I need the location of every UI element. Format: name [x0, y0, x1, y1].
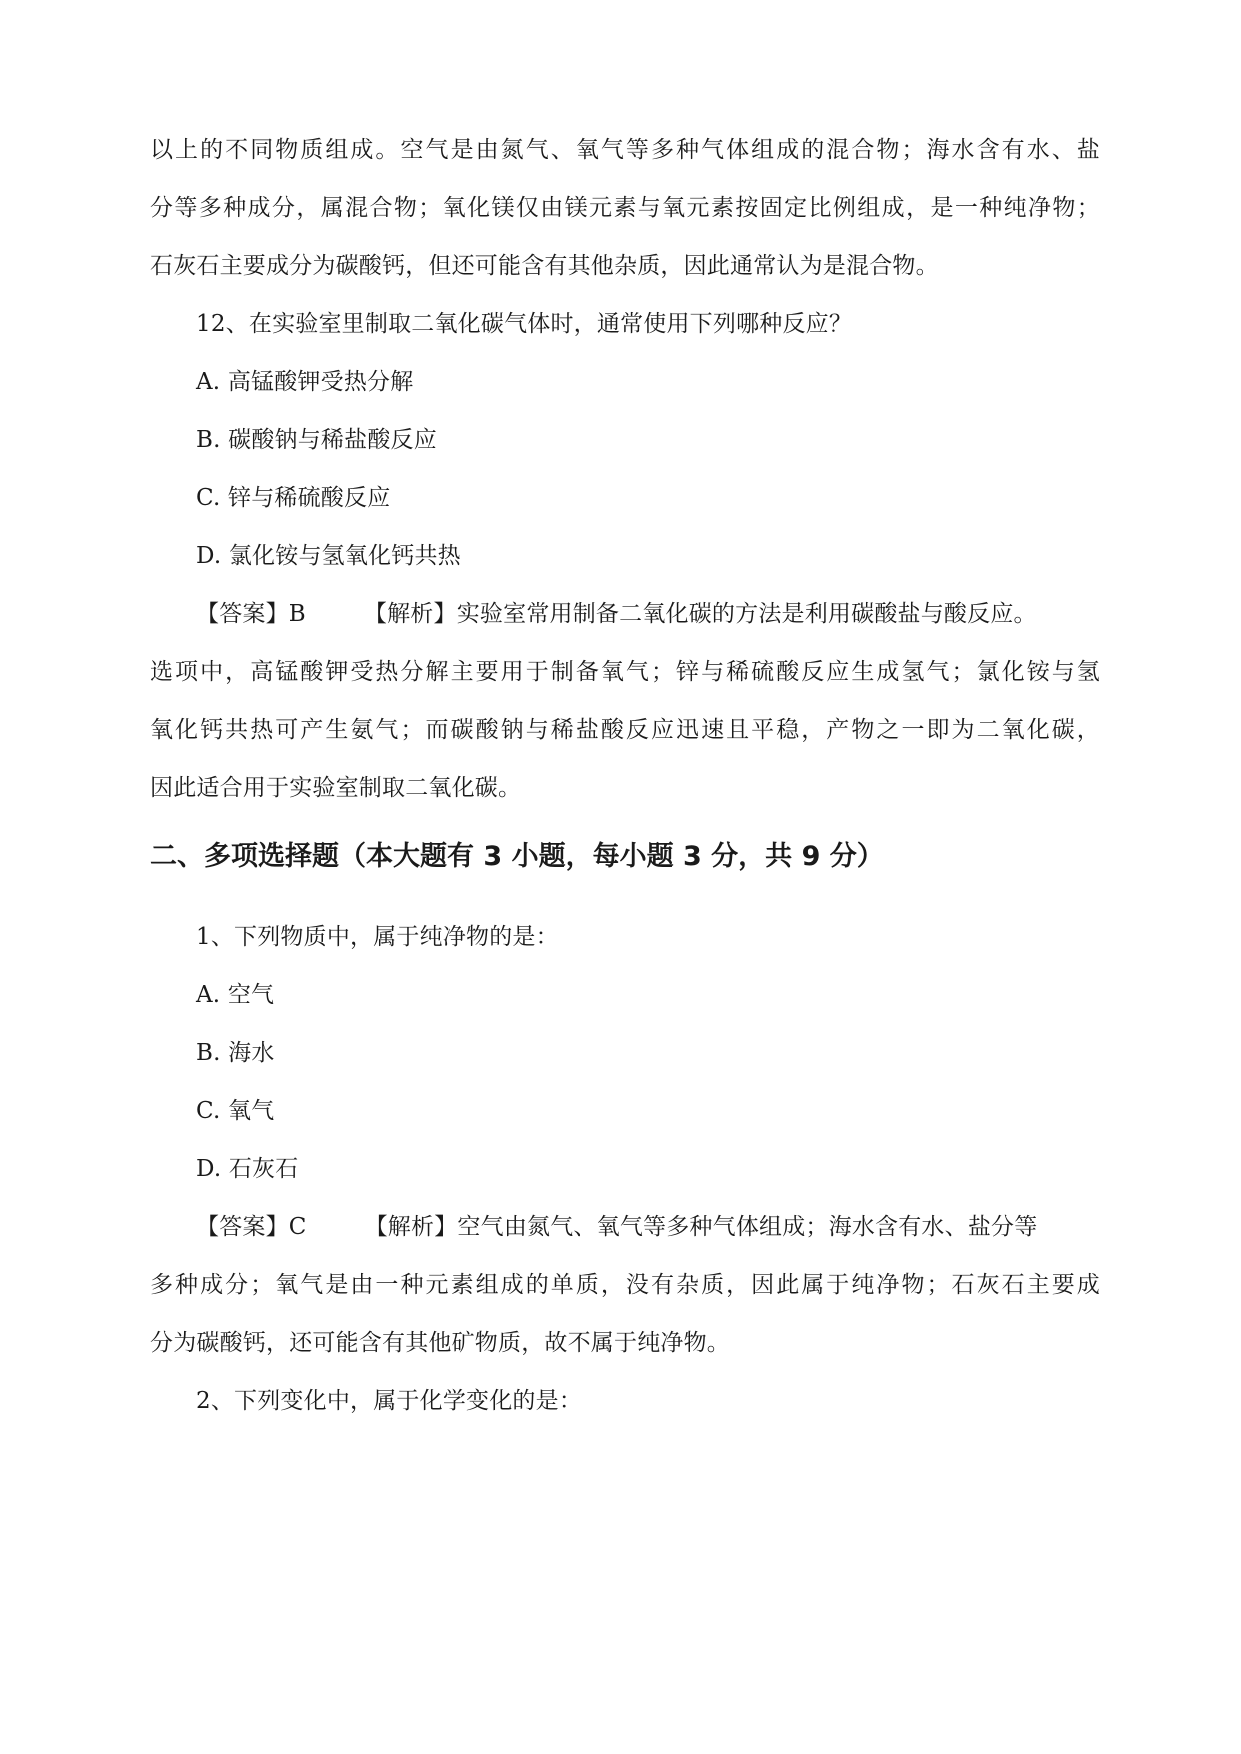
answer-line [196, 599, 1146, 629]
analysis-line: 氧化钙共热可产生氨气；而碳酸钠与稀盐酸反应迅速且平稳，产物之一即为二氧化碳， [150, 717, 1100, 743]
analysis-line: 分为碳酸钙，还可能含有其他矿物质，故不属于纯净物。 [150, 1330, 730, 1356]
option-a: A. 高锰酸钾受热分解 [196, 369, 414, 395]
paragraph-line: 以上的不同物质组成。空气是由氮气、氧气等多种气体组成的混合物；海水含有水、盐 [150, 137, 1100, 163]
question-1: 1、下列物质中，属于纯净物的是： [196, 924, 559, 950]
answer-tag: 【答案】C [196, 1214, 307, 1240]
option-d: D. 氯化铵与氢氧化钙共热 [196, 543, 461, 569]
section-heading: 二、多项选择题（本大题有 3 小题，每小题 3 分，共 9 分） [150, 841, 884, 872]
analysis-text: 空气由氮气、氧气等多种气体组成；海水含有水、盐分等 [457, 1214, 1038, 1240]
paragraph-line: 分等多种成分，属混合物；氧化镁仅由镁元素与氧元素按固定比例组成，是一种纯净物； [150, 195, 1100, 221]
answer-tag: 【答案】B [196, 601, 306, 627]
analysis-tag: 【解析】 [364, 1214, 458, 1240]
analysis-text: 实验室常用制备二氧化碳的方法是利用碳酸盐与酸反应。 [456, 601, 1037, 627]
option-a: A. 空气 [196, 982, 275, 1008]
option-d: D. 石灰石 [196, 1156, 299, 1182]
question-2: 2、下列变化中，属于化学变化的是： [196, 1388, 583, 1414]
option-c: C. 氧气 [196, 1098, 275, 1124]
option-b: B. 碳酸钠与稀盐酸反应 [196, 427, 437, 453]
option-c: C. 锌与稀硫酸反应 [196, 485, 391, 511]
analysis-tag: 【解析】 [363, 601, 457, 627]
question-12: 12、在实验室里制取二氧化碳气体时，通常使用下列哪种反应？ [196, 311, 853, 337]
paragraph-line: 石灰石主要成分为碳酸钙，但还可能含有其他杂质，因此通常认为是混合物。 [150, 253, 939, 279]
analysis-line: 多种成分；氧气是由一种元素组成的单质，没有杂质，因此属于纯净物；石灰石主要成 [150, 1272, 1100, 1298]
option-b: B. 海水 [196, 1040, 275, 1066]
answer-line [196, 1212, 1146, 1242]
analysis-line: 选项中，高锰酸钾受热分解主要用于制备氧气；锌与稀硫酸反应生成氢气；氯化铵与氢 [150, 659, 1100, 685]
analysis-line: 因此适合用于实验室制取二氧化碳。 [150, 775, 522, 801]
